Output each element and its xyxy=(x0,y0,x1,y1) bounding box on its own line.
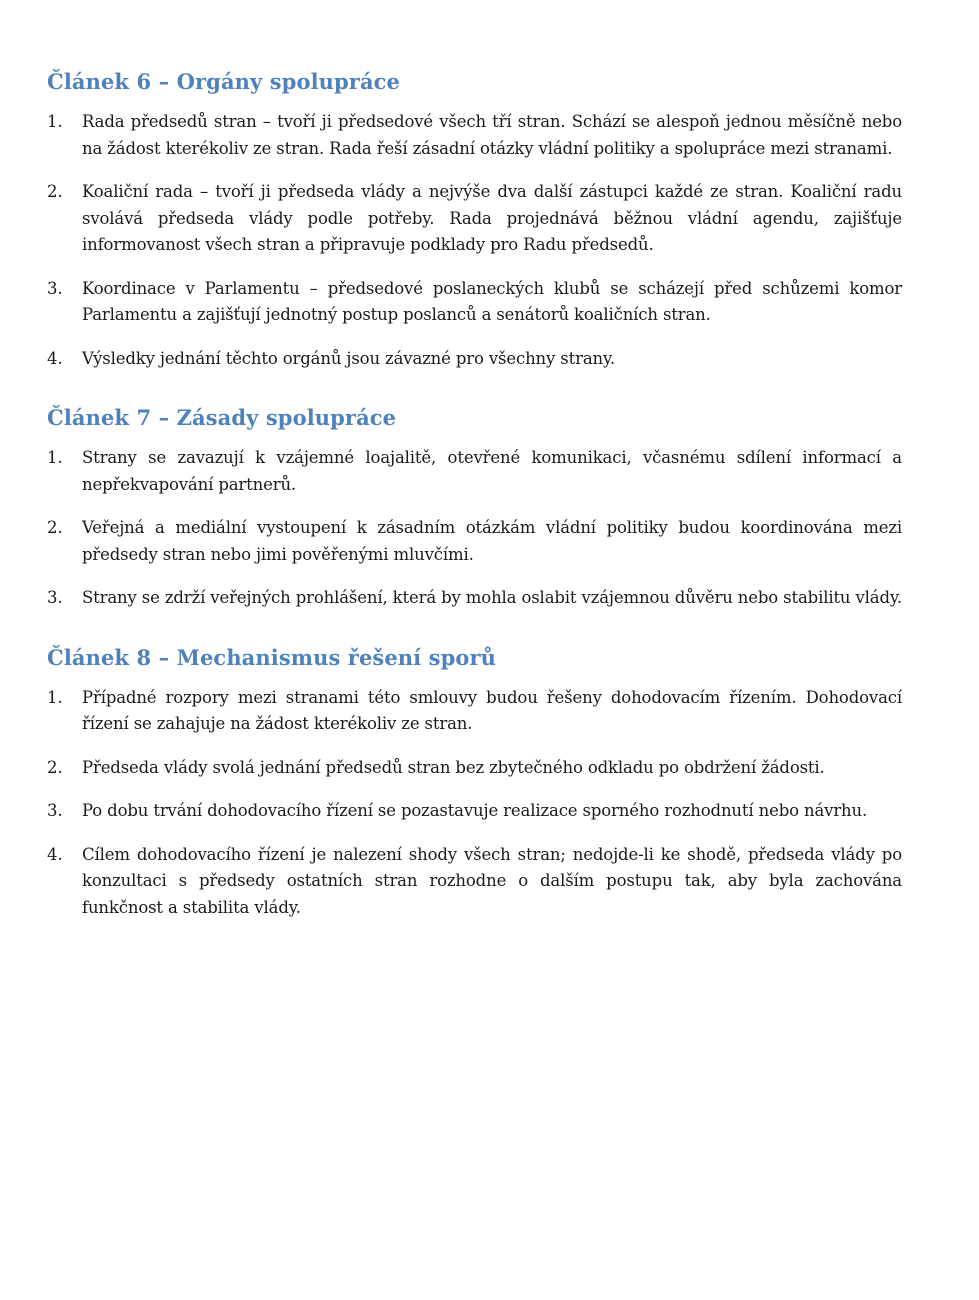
item-text: Po dobu trvání dohodovacího řízení se pozastavuje realizace sporného rozhodnutí nebo návrhu. xyxy=(82,801,868,820)
item-number: 3. xyxy=(47,588,63,607)
item-number: 2. xyxy=(47,518,63,537)
item-number: 4. xyxy=(47,844,63,864)
item-text: Veřejná a mediální vystoupení k zásadním otázkám vládní politiky budou koordinována mezi předsedy stran nebo jimi pověřenými mluvčími. xyxy=(82,518,902,564)
article-heading: Článek 7 – Zásady spolupráce xyxy=(47,405,397,430)
article-heading: Článek 6 – Orgány spolupráce xyxy=(47,69,401,94)
item-number: 1. xyxy=(47,687,63,707)
item-number: 1. xyxy=(47,112,63,131)
item-text: Rada předsedů stran – tvoří ji předsedové všech tří stran. Schází se alespoň jednou měsíčně nebo na žádost kterékoliv ze stran. Rada řeší zásadní otázky vládní politiky a spolupráce mezi stranami. xyxy=(82,112,902,158)
list-item xyxy=(47,755,902,782)
article-items-list xyxy=(47,685,902,922)
list-item xyxy=(47,798,902,825)
article-items-list xyxy=(47,445,902,612)
item-number: 1. xyxy=(47,448,63,467)
item-text: Předseda vlády svolá jednání předsedů stran bez zbytečného odkladu po obdržení žádosti. xyxy=(82,757,825,777)
item-number: 2. xyxy=(47,757,63,777)
item-number: 4. xyxy=(47,348,63,368)
article-heading: Článek 8 – Mechanismus řešení sporů xyxy=(47,644,496,670)
item-text: Koaliční rada – tvoří ji předseda vlády a nejvýše dva další zástupci každé ze stran. Koaliční radu svolává předseda vlády podle potřeby. Rada projednává běžnou vládní agendu, zajišťuje informovanost všech stran a připravuje podklady pro Radu předsedů. xyxy=(82,182,902,254)
item-number: 3. xyxy=(47,278,63,298)
item-number: 3. xyxy=(47,801,63,820)
list-item xyxy=(47,445,902,498)
item-text: Cílem dohodovacího řízení je nalezení shody všech stran; nedojde-li ke shodě, předseda vlády po konzultaci s předsedy ostatních stran rozhodne o dalším postupu tak, aby byla zachována funkčnost a stabilita vlády. xyxy=(82,844,902,917)
item-text: Případné rozpory mezi stranami této smlouvy budou řešeny dohodovacím řízením. Dohodovací řízení se zahajuje na žádost kterékoliv ze stran. xyxy=(82,687,902,733)
list-item xyxy=(47,179,902,259)
list-item xyxy=(47,109,902,162)
item-text: Strany se zdrží veřejných prohlášení, která by mohla oslabit vzájemnou důvěru nebo stabilitu vlády. xyxy=(82,588,902,607)
list-item xyxy=(47,276,902,329)
document-page xyxy=(47,66,902,921)
list-item xyxy=(47,685,902,738)
item-text: Strany se zavazují k vzájemné loajalitě, otevřené komunikaci, včasnému sdílení informací a nepřekvapování partnerů. xyxy=(82,448,902,494)
item-number: 2. xyxy=(47,182,63,201)
item-text: Koordinace v Parlamentu – předsedové poslaneckých klubů se scházejí před schůzemi komor Parlamentu a zajišťují jednotný postup poslanců a senátorů koaličních stran. xyxy=(82,278,902,324)
list-item xyxy=(47,842,902,922)
article-6 xyxy=(47,66,902,372)
list-item xyxy=(47,585,902,612)
list-item xyxy=(47,346,902,373)
list-item xyxy=(47,515,902,568)
article-7 xyxy=(47,402,902,612)
article-items-list xyxy=(47,109,902,372)
item-text: Výsledky jednání těchto orgánů jsou závazné pro všechny strany. xyxy=(82,348,616,368)
article-8 xyxy=(47,642,902,922)
